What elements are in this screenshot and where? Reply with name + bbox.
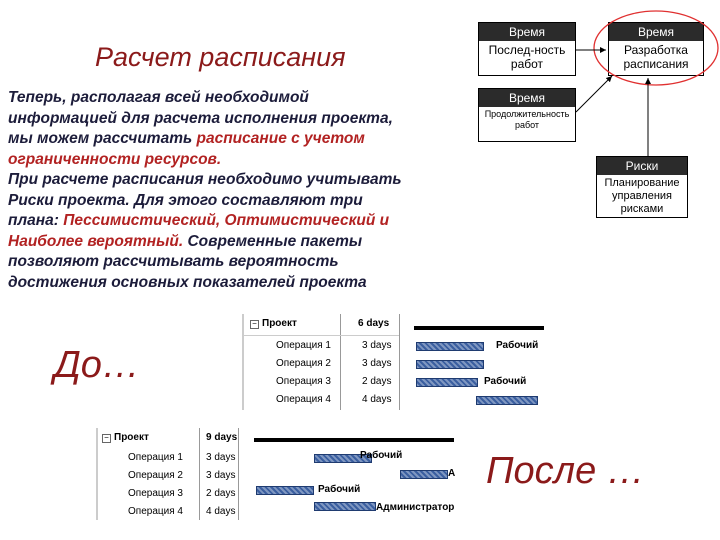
- before-caption: До…: [54, 344, 140, 386]
- slide-title: Расчет расписания: [95, 42, 346, 72]
- task-bar: [416, 342, 484, 351]
- task-bar: [416, 378, 478, 387]
- highlight-span: Пессимистический, Оптимистический и: [63, 212, 390, 229]
- box-line: управления: [612, 190, 672, 202]
- body-line: позволяют рассчитывать вероятность: [8, 253, 339, 270]
- gantt-divider: [399, 314, 400, 410]
- summary-bar: [414, 326, 544, 330]
- body-span: плана:: [8, 212, 64, 229]
- box-header: Риски: [597, 157, 687, 175]
- task-name: Операция 4: [128, 506, 183, 517]
- box-line: расписания: [623, 57, 689, 71]
- task-duration: 2 days: [362, 376, 392, 387]
- box-header: Время: [479, 89, 575, 107]
- task-duration: 3 days: [206, 470, 236, 481]
- highlight-span: Наиболее вероятный.: [8, 232, 184, 250]
- task-name: Операция 3: [128, 488, 183, 499]
- body-span: мы можем рассчитать: [8, 130, 197, 147]
- body-line: информацией для расчета исполнения проекта,: [8, 109, 393, 127]
- after-caption: После …: [486, 450, 645, 492]
- body-line: При расчете расписания необходимо учитывать: [8, 171, 402, 188]
- project-duration: 6 days: [358, 318, 390, 329]
- project-name: Проект: [114, 432, 149, 443]
- summary-bar: [254, 438, 454, 442]
- task-duration: 2 days: [206, 488, 236, 499]
- box-line: Планирование: [604, 177, 680, 189]
- gantt-divider: [199, 428, 200, 520]
- gantt-divider: [238, 428, 239, 520]
- task-name: Операция 1: [276, 340, 331, 351]
- gantt-divider: [340, 314, 341, 410]
- task-duration: 3 days: [362, 358, 392, 369]
- collapse-icon[interactable]: −: [250, 320, 259, 329]
- box-header: Время: [609, 23, 703, 41]
- task-duration: 3 days: [206, 452, 236, 463]
- highlight-ellipse: [594, 11, 718, 85]
- project-name: Проект: [262, 318, 297, 329]
- resource-label: Рабочий: [360, 450, 403, 461]
- body-span: Современные пакеты: [183, 232, 363, 250]
- task-name: Операция 2: [276, 358, 331, 369]
- task-duration: 4 days: [362, 394, 392, 405]
- resource-label: Рабочий: [496, 340, 539, 351]
- body-line: Теперь, располагая всей необходимой: [8, 89, 309, 106]
- task-duration: 3 days: [362, 340, 392, 351]
- box-header: Время: [479, 23, 575, 41]
- task-bar: [416, 360, 484, 369]
- box-line: рисками: [620, 203, 664, 215]
- box-line: работ: [510, 57, 544, 71]
- task-bar: [400, 470, 448, 479]
- task-bar: [476, 396, 538, 405]
- task-name: Операция 4: [276, 394, 331, 405]
- row-separator: [244, 335, 399, 336]
- gantt-before: [242, 314, 548, 410]
- resource-label: Рабочий: [318, 484, 361, 495]
- task-name: Операция 3: [276, 376, 331, 387]
- task-duration: 4 days: [206, 506, 236, 517]
- resource-label: А: [448, 468, 456, 479]
- box-line: Послед-ность: [488, 43, 566, 57]
- box-line: Разработка: [624, 43, 688, 57]
- task-name: Операция 1: [128, 452, 183, 463]
- resource-label: Администратор: [376, 502, 455, 513]
- body-line: достижения основных показателей проекта: [8, 273, 367, 291]
- task-bar: [314, 502, 376, 511]
- body-line: Риски проекта. Для этого составляют три: [8, 191, 363, 209]
- task-name: Операция 2: [128, 470, 183, 481]
- project-duration: 9 days: [206, 432, 238, 443]
- box-line: Продолжительность: [484, 109, 570, 119]
- gantt-after: [96, 428, 458, 520]
- connector-arrow: [576, 76, 612, 112]
- body-line: ограниченности ресурсов.: [8, 150, 222, 168]
- highlight-span: расписание с учетом: [196, 130, 365, 147]
- task-bar: [256, 486, 314, 495]
- resource-label: Рабочий: [484, 376, 527, 387]
- box-line: работ: [514, 120, 540, 130]
- collapse-icon[interactable]: −: [102, 434, 111, 443]
